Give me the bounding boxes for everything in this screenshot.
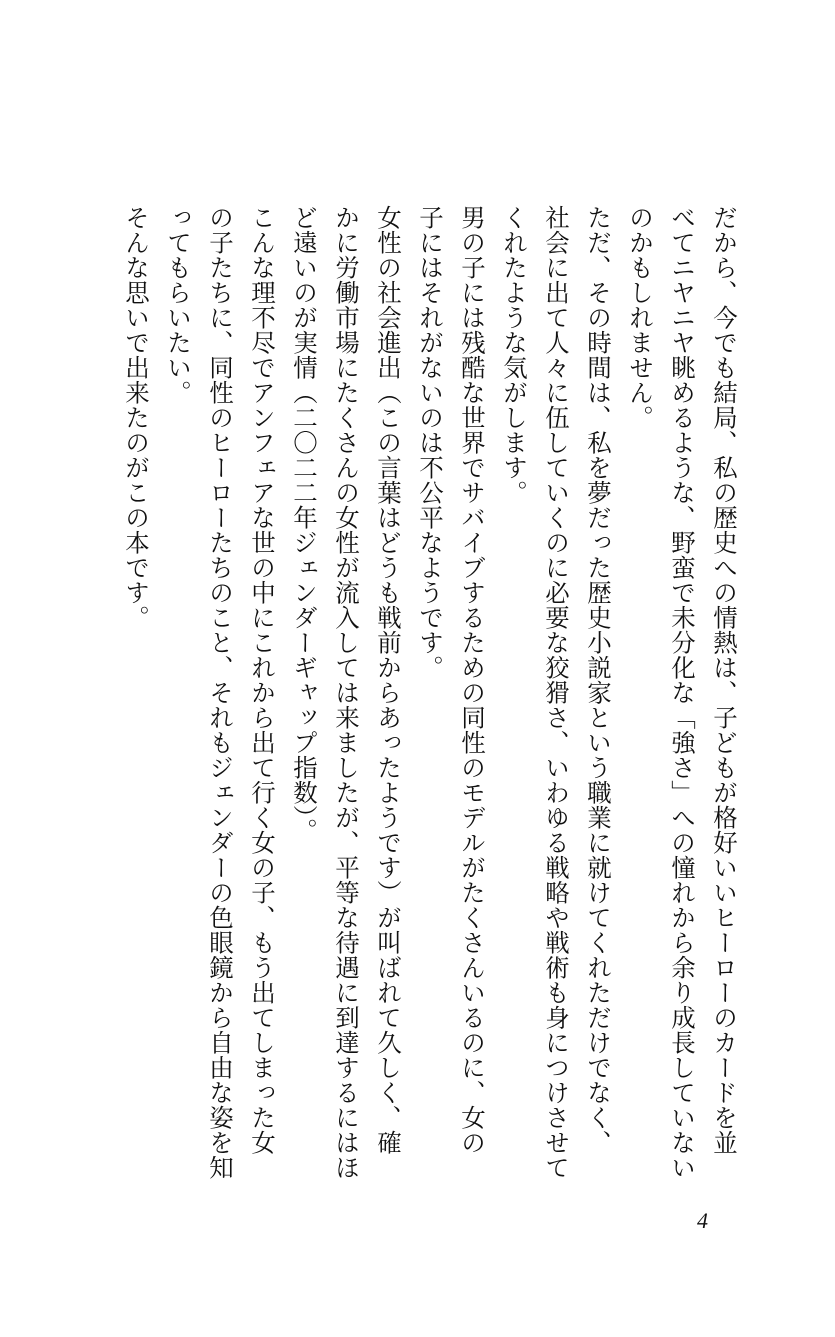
text-line-2: べてニヤニヤ眺めるような、野蛮で未分化な「強さ」への憧れから余り成長していない (668, 205, 697, 1180)
text-line-8: 子にはそれがないのは不公平なようです。 (416, 205, 445, 680)
text-line-1: だから、今でも結局、私の歴史への情熱は、子どもが格好いいヒーローのカードを並 (710, 205, 739, 1155)
text-line-5: 社会に出て人々に伍していくのに必要な狡猾さ、いわゆる戦略や戦術も身につけさせて (542, 205, 571, 1180)
page-number: 4 (697, 1208, 708, 1233)
text-line-4: ただ、その時間は、私を夢だった歴史小説家という職業に就けてくれただけでなく、 (584, 205, 613, 1155)
text-line-10: かに労働市場にたくさんの女性が流入しては来ましたが、平等な待遇に到達するにはほ (332, 205, 361, 1180)
text-line-3: のかもしれません。 (626, 205, 655, 430)
text-line-7: 男の子には残酷な世界でサバイブするための同性のモデルがたくさんいるのに、女の (458, 205, 487, 1155)
body-text (115, 205, 745, 1205)
text-line-6: くれたような気がします。 (500, 205, 529, 505)
text-line-11: ど遠いのが実情（二〇二二年ジェンダーギャップ指数）。 (290, 205, 319, 843)
text-line-9: 女性の社会進出（この言葉はどうも戦前からあったようです）が叫ばれて久しく、確 (374, 205, 403, 1155)
text-line-13: の子たちに、同性のヒーローたちのこと、それもジェンダーの色眼鏡から自由な姿を知 (206, 205, 235, 1180)
text-line-15: そんな思いで出来たのがこの本です。 (122, 205, 151, 630)
text-line-12: こんな理不尽でアンフェアな世の中にこれから出て行く女の子、もう出てしまった女 (248, 205, 277, 1155)
text-line-14: ってもらいたい。 (164, 205, 193, 405)
